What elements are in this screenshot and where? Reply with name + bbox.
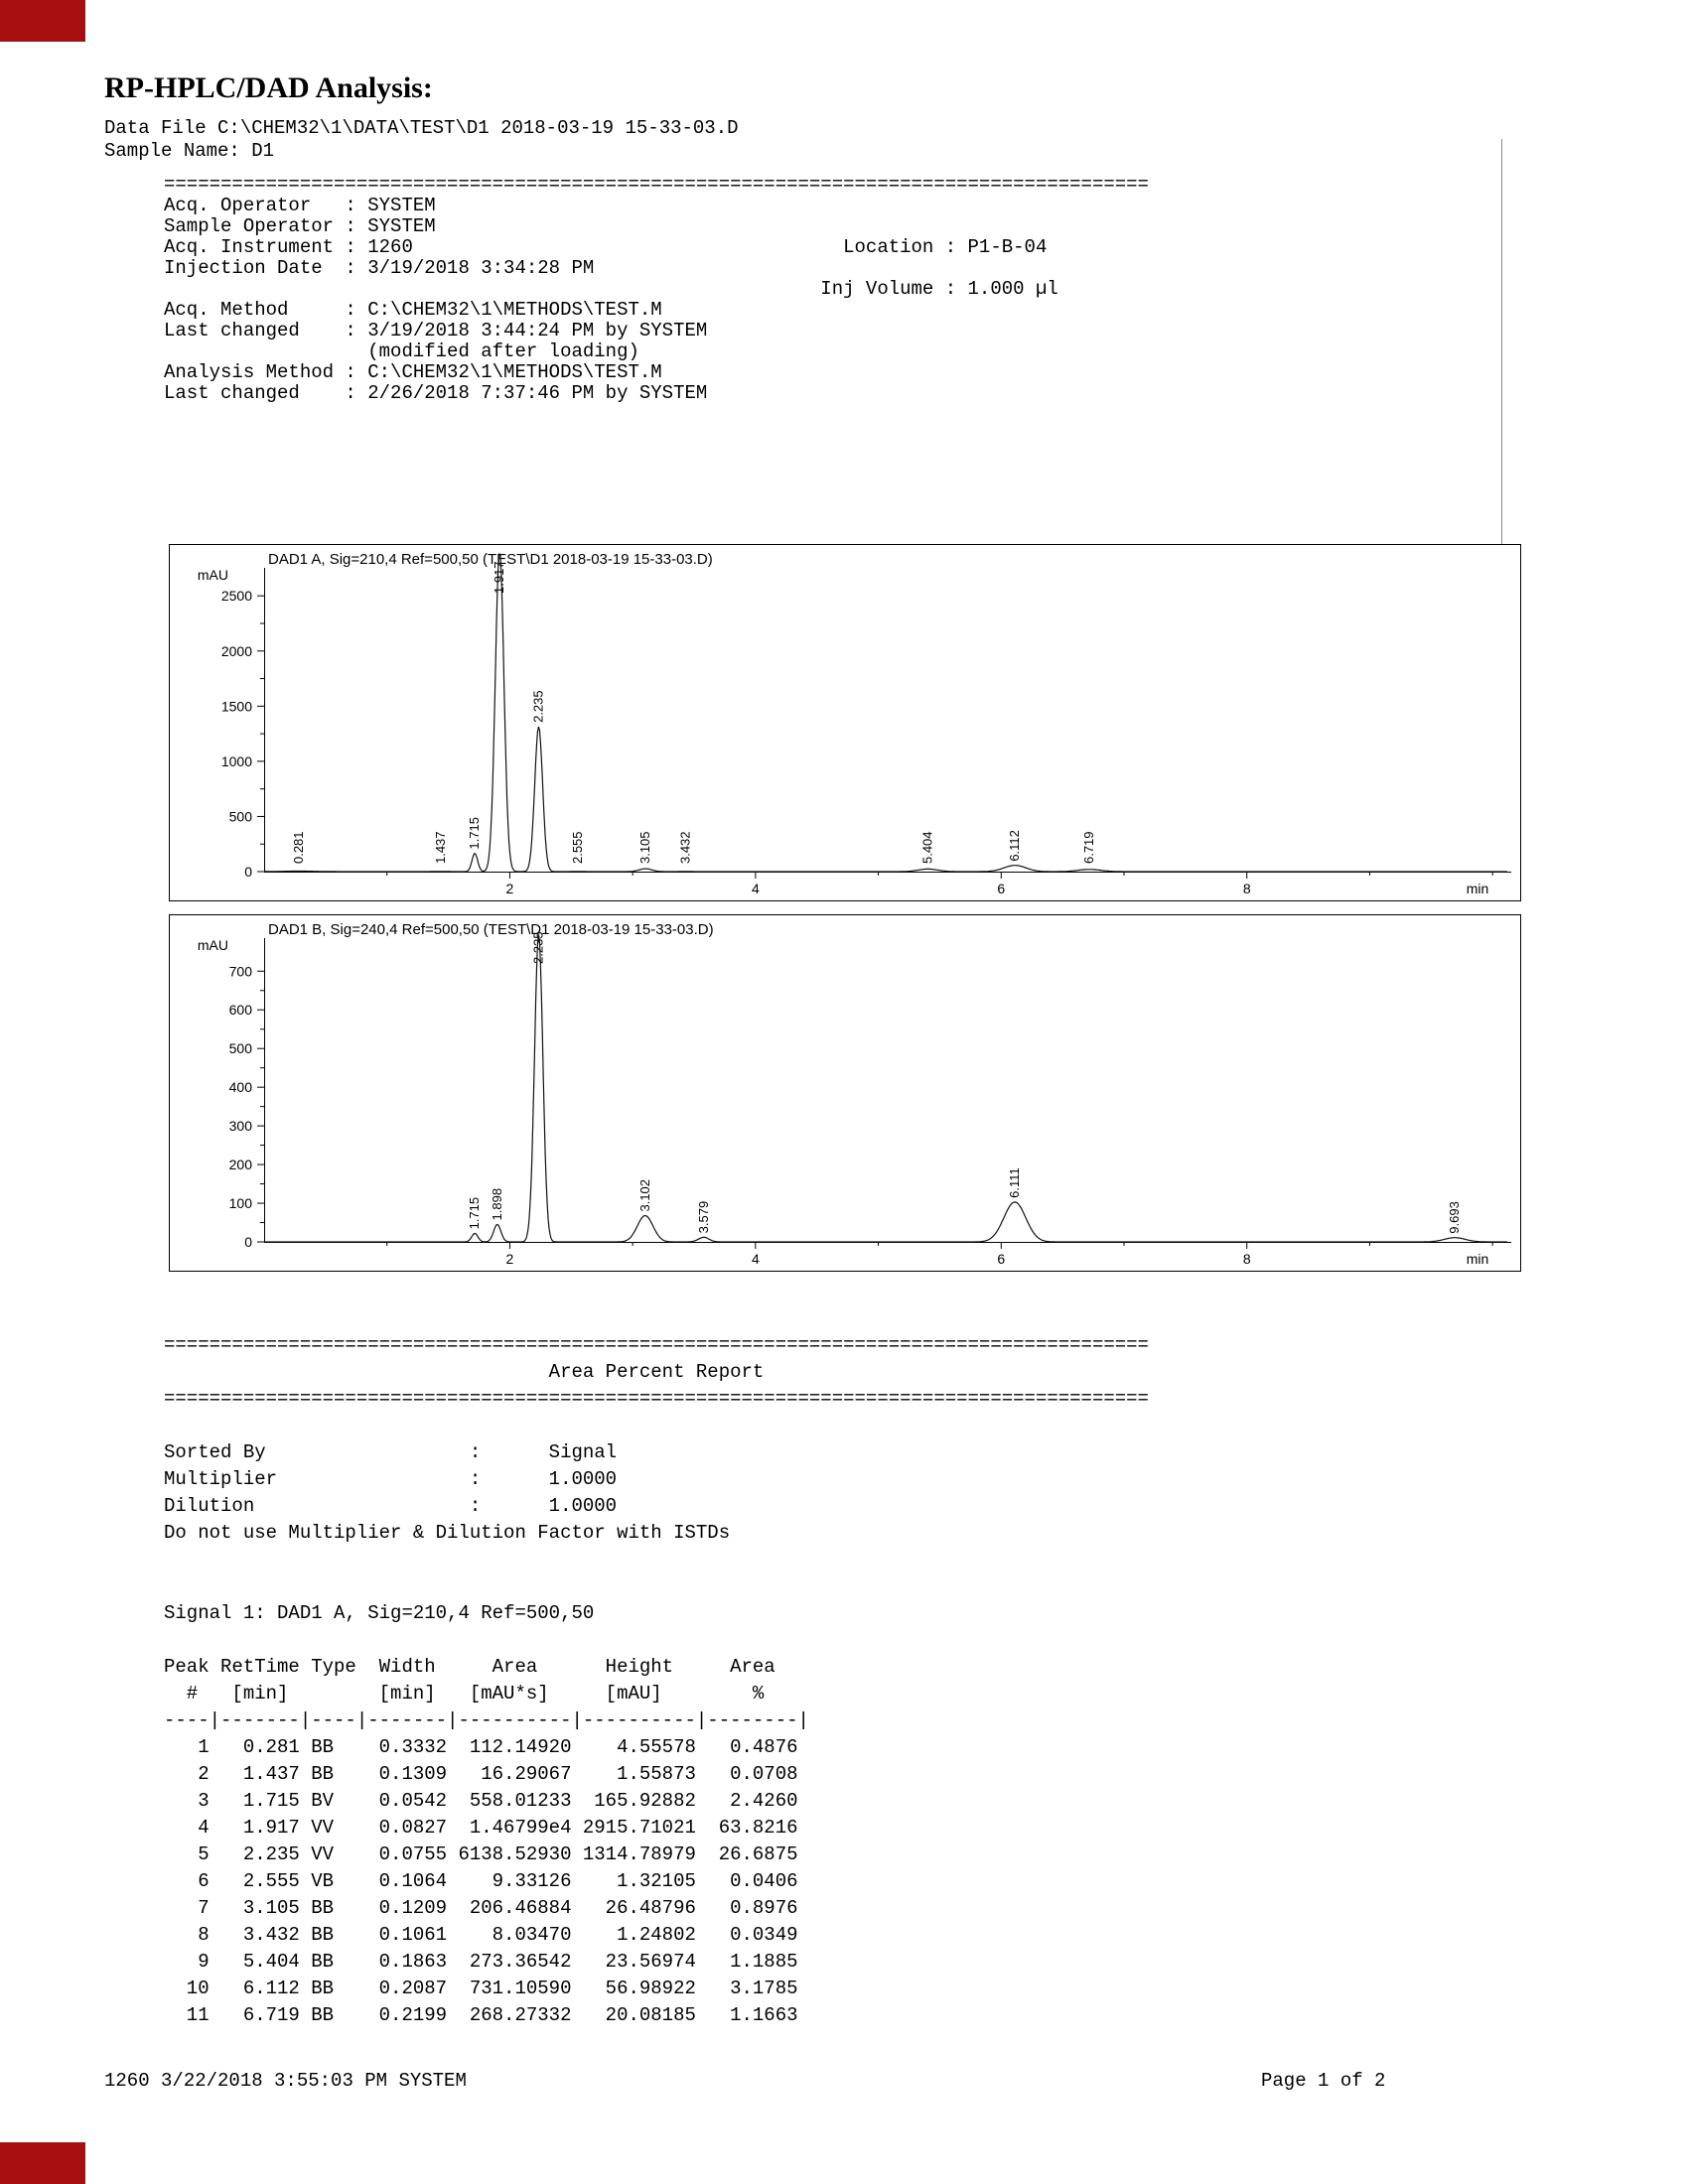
chromatogram-signal-a — [169, 544, 1521, 901]
peak-label: 3.432 — [677, 831, 693, 864]
table-row: 6 2.555 VB 0.1064 9.33126 1.32105 0.0406 — [164, 1870, 798, 1892]
top-left-red-mark — [0, 0, 85, 42]
info-line: Last changed : 3/19/2018 3:44:24 PM by SYSTEM — [164, 320, 708, 341]
table-row: 4 1.917 VV 0.0827 1.46799e4 2915.71021 63.8216 — [164, 1817, 798, 1839]
svg-text:mAU: mAU — [197, 567, 228, 583]
peak-label: 2.235 — [530, 690, 546, 723]
sample-name-line: Sample Name: D1 — [104, 140, 275, 162]
peak-label: 1.917 — [492, 561, 507, 594]
page-title: RP-HPLC/DAD Analysis: — [104, 71, 433, 104]
report-note: Do not use Multiplier & Dilution Factor with ISTDs — [164, 1522, 731, 1544]
peak-label: 6.112 — [1007, 830, 1023, 862]
svg-text:2500: 2500 — [220, 588, 252, 605]
separator-line: ======================================================================================= — [164, 1334, 1149, 1356]
svg-text:1000: 1000 — [220, 752, 252, 769]
peak-label: 0.281 — [290, 831, 306, 864]
info-line: Analysis Method : C:\CHEM32\1\METHODS\TEST.M — [164, 361, 662, 383]
svg-text:4: 4 — [751, 1251, 760, 1267]
chromatogram-b-plot — [169, 914, 1521, 1272]
svg-text:500: 500 — [228, 1040, 252, 1057]
table-header: Peak RetTime Type Width Area Height Area — [164, 1656, 775, 1678]
table-row: 2 1.437 BB 0.1309 16.29067 1.55873 0.0708 — [164, 1763, 798, 1785]
table-row: 7 3.105 BB 0.1209 206.46884 26.48796 0.8976 — [164, 1897, 798, 1919]
svg-text:6: 6 — [997, 1251, 1006, 1267]
info-line: Injection Date : 3/19/2018 3:34:28 PM — [164, 257, 595, 279]
svg-text:400: 400 — [228, 1079, 252, 1096]
footer-left: 1260 3/22/2018 3:55:03 PM SYSTEM — [104, 2070, 467, 2092]
svg-text:8: 8 — [1242, 1251, 1251, 1267]
peak-label: 3.102 — [636, 1178, 652, 1212]
svg-text:min: min — [1466, 1251, 1489, 1267]
svg-text:DAD1 A, Sig=210,4 Ref=500,50 (: DAD1 A, Sig=210,4 Ref=500,50 (TEST\D1 2018-03-19 15-33-03.D) — [268, 551, 713, 568]
info-line: Acq. Method : C:\CHEM32\1\METHODS\TEST.M — [164, 299, 662, 321]
separator-line: ======================================================================================= — [164, 174, 1149, 196]
svg-text:200: 200 — [228, 1157, 252, 1173]
svg-text:100: 100 — [228, 1195, 252, 1212]
svg-text:8: 8 — [1242, 881, 1251, 896]
peak-label: 6.111 — [1007, 1167, 1023, 1198]
svg-text:2: 2 — [505, 1251, 514, 1267]
table-row: 1 0.281 BB 0.3332 112.14920 4.55578 0.4876 — [164, 1736, 798, 1758]
info-line: Inj Volume : 1.000 µl — [164, 278, 1058, 300]
info-block — [164, 175, 1149, 404]
peak-label: 1.898 — [489, 1187, 504, 1221]
svg-text:0: 0 — [244, 864, 252, 880]
right-margin-line — [1501, 139, 1502, 544]
peak-label: 2.235 — [530, 931, 546, 964]
svg-text:2: 2 — [505, 881, 514, 896]
separator-line: ======================================================================================= — [164, 1388, 1149, 1410]
bottom-left-red-mark — [0, 2142, 85, 2184]
peak-label: 5.404 — [919, 831, 935, 864]
chromatogram-a-plot — [169, 544, 1521, 901]
signal-label: Signal 1: DAD1 A, Sig=210,4 Ref=500,50 — [164, 1602, 595, 1624]
info-line: Acq. Operator : SYSTEM — [164, 195, 436, 216]
svg-text:700: 700 — [228, 963, 252, 980]
report-param-line: Multiplier : 1.0000 — [164, 1468, 618, 1490]
report-param-line: Dilution : 1.0000 — [164, 1495, 618, 1517]
svg-text:6: 6 — [997, 881, 1006, 896]
table-row: 11 6.719 BB 0.2199 268.27332 20.08185 1.1663 — [164, 2004, 798, 2026]
svg-text:300: 300 — [228, 1118, 252, 1135]
info-line: Last changed : 2/26/2018 7:37:46 PM by SYSTEM — [164, 382, 708, 404]
svg-text:min: min — [1466, 881, 1489, 896]
peak-label: 1.715 — [467, 817, 483, 850]
svg-text:0: 0 — [244, 1234, 252, 1250]
peak-label: 1.715 — [467, 1196, 483, 1230]
data-file-line: Data File C:\CHEM32\1\DATA\TEST\D1 2018-03-19 15-33-03.D — [104, 117, 739, 139]
svg-text:1500: 1500 — [220, 698, 252, 715]
footer-page-number: Page 1 of 2 — [1261, 2070, 1386, 2092]
table-row: 3 1.715 BV 0.0542 558.01233 165.92882 2.4260 — [164, 1790, 798, 1812]
peak-label: 6.719 — [1081, 831, 1097, 864]
svg-text:2000: 2000 — [220, 642, 252, 659]
svg-text:600: 600 — [228, 1002, 252, 1019]
info-line: Sample Operator : SYSTEM — [164, 215, 436, 237]
peak-label: 9.693 — [1447, 1201, 1463, 1234]
report-title: Area Percent Report — [164, 1361, 765, 1383]
peak-label: 2.555 — [570, 831, 586, 864]
peak-label: 3.105 — [637, 831, 653, 864]
area-percent-report-block — [164, 1332, 1149, 2029]
peak-label: 1.437 — [432, 831, 448, 864]
info-line: Acq. Instrument : 1260 Location : P1-B-04 — [164, 236, 1048, 258]
svg-text:DAD1 B, Sig=240,4 Ref=500,50 (: DAD1 B, Sig=240,4 Ref=500,50 (TEST\D1 2018-03-19 15-33-03.D) — [268, 921, 714, 938]
table-row: 8 3.432 BB 0.1061 8.03470 1.24802 0.0349 — [164, 1924, 798, 1946]
svg-text:500: 500 — [228, 808, 252, 825]
svg-text:4: 4 — [751, 881, 760, 896]
table-row: 9 5.404 BB 0.1863 273.36542 23.56974 1.1885 — [164, 1951, 798, 1973]
table-divider: ----|-------|----|-------|----------|----------|--------| — [164, 1709, 809, 1731]
peak-label: 3.579 — [695, 1200, 711, 1234]
info-line: (modified after loading) — [164, 341, 639, 362]
table-row: 5 2.235 VV 0.0755 6138.52930 1314.78979 26.6875 — [164, 1843, 798, 1865]
table-header: # [min] [min] [mAU*s] [mAU] % — [164, 1683, 765, 1705]
report-param-line: Sorted By : Signal — [164, 1441, 618, 1463]
svg-text:mAU: mAU — [197, 937, 228, 953]
table-row: 10 6.112 BB 0.2087 731.10590 56.98922 3.1785 — [164, 1978, 798, 1999]
chromatogram-signal-b — [169, 914, 1521, 1272]
file-header-block — [104, 117, 739, 163]
